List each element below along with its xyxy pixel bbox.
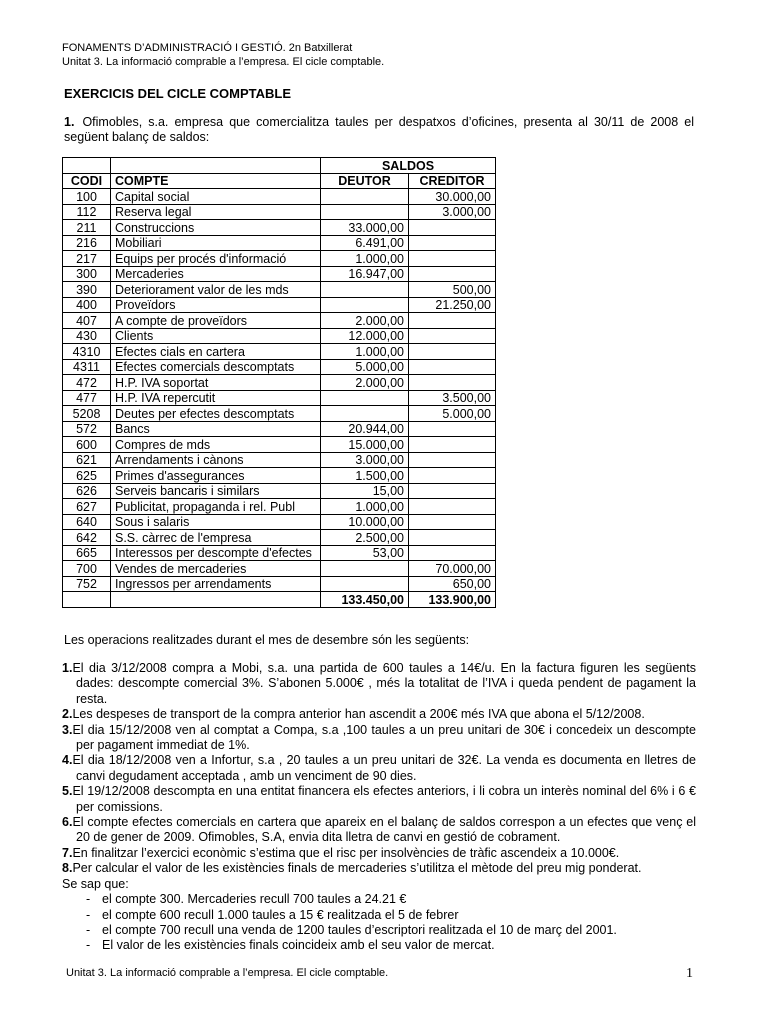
cell-creditor: 500,00	[409, 282, 496, 298]
cell-compte: Serveis bancaris i similars	[111, 483, 321, 499]
cell-creditor: 70.000,00	[409, 561, 496, 577]
table-row	[63, 313, 496, 329]
cell-compte: Proveïdors	[111, 297, 321, 313]
cell-deutor	[321, 390, 409, 406]
cell-compte: Capital social	[111, 189, 321, 205]
cell-compte: H.P. IVA repercutit	[111, 390, 321, 406]
cell-deutor	[321, 576, 409, 592]
cell-compte: Reserva legal	[111, 204, 321, 220]
cell-codi: 627	[63, 499, 111, 515]
cell-deutor: 10.000,00	[321, 514, 409, 530]
cell-creditor	[409, 499, 496, 515]
table-row	[63, 251, 496, 267]
cell-creditor	[409, 514, 496, 530]
cell-codi: 625	[63, 468, 111, 484]
cell-compte: Ingressos per arrendaments	[111, 576, 321, 592]
cell-codi: 700	[63, 561, 111, 577]
cell-creditor	[409, 545, 496, 561]
table-row	[63, 561, 496, 577]
operations-list	[62, 661, 696, 954]
table-row	[63, 437, 496, 453]
cell-creditor	[409, 235, 496, 251]
cell-creditor	[409, 437, 496, 453]
cell-codi: 665	[63, 545, 111, 561]
cell-deutor	[321, 561, 409, 577]
cell-codi: 407	[63, 313, 111, 329]
cell-deutor: 2.000,00	[321, 313, 409, 329]
cell-creditor	[409, 359, 496, 375]
table-row	[63, 530, 496, 546]
operation-text: El dia 3/12/2008 compra a Mobi, s.a. una partida de 600 taules a 14€/u. En la factura figuren les següents dades: descompte comercial 3%. S’abonen 5.000€ , més la totalitat de l’IVA i queda pendent de pagament la resta.	[72, 661, 696, 706]
cell-creditor: 21.250,00	[409, 297, 496, 313]
operation-number: 6.	[62, 815, 73, 830]
operation-number: 7.	[62, 845, 73, 860]
se-sap-label: Se sap que:	[62, 876, 129, 891]
exercise-text: Ofimobles, s.a. empresa que comercialitza taules per despatxos d’oficines, presenta al 30/11 de 2008 el següent balanç de saldos:	[64, 115, 694, 144]
cell-deutor: 12.000,00	[321, 328, 409, 344]
exercise-number: 1.	[64, 115, 75, 129]
cell-creditor	[409, 328, 496, 344]
cell-codi: 477	[63, 390, 111, 406]
cell-compte: Deutes per efectes descomptats	[111, 406, 321, 422]
cell-codi: 472	[63, 375, 111, 391]
operation-text: El dia 18/12/2008 ven a Infortur, s.a , 20 taules a un preu unitari de 32€. La venda es documenta en lletres de canvi degudament acceptada , amb un venciment de 90 dies.	[72, 753, 696, 783]
bullet-dash-icon: -	[86, 892, 91, 907]
cell-creditor	[409, 220, 496, 236]
operation-item	[62, 753, 696, 784]
cell-codi: 626	[63, 483, 111, 499]
operation-text: El dia 15/12/2008 ven al comptat a Compa, s.a ,100 taules a un preu unitari de 30€ i concedeix un descompte per pagament immediat de 1%.	[72, 722, 696, 753]
cell-creditor: 3.500,00	[409, 390, 496, 406]
cell-compte: Publicitat, propaganda i rel. Publ	[111, 499, 321, 515]
cell-creditor	[409, 266, 496, 282]
table-row	[63, 297, 496, 313]
table-row	[63, 344, 496, 360]
bullet-item	[62, 923, 696, 938]
operation-number: 2.	[62, 707, 73, 722]
bullet-text: el compte 700 recull una venda de 1200 taules d’escriptori realitzada el 10 de març del 2001.	[102, 922, 617, 937]
operation-item	[62, 723, 696, 754]
cell-codi: 217	[63, 251, 111, 267]
cell-codi: 621	[63, 452, 111, 468]
cell-codi: 752	[63, 576, 111, 592]
cell-compte: Efectes cials en cartera	[111, 344, 321, 360]
table-row	[63, 421, 496, 437]
table-row	[63, 452, 496, 468]
col-deutor-header: DEUTOR	[321, 173, 409, 189]
cell-creditor: 30.000,00	[409, 189, 496, 205]
cell-codi: 4310	[63, 344, 111, 360]
table-row	[63, 375, 496, 391]
table-row	[63, 189, 496, 205]
cell-deutor: 1.000,00	[321, 499, 409, 515]
operation-text: Les despeses de transport de la compra anterior han ascendit a 200€ més IVA que abona el 5/12/2008.	[72, 707, 645, 722]
operation-item	[62, 815, 696, 846]
cell-creditor	[409, 344, 496, 360]
cell-deutor: 5.000,00	[321, 359, 409, 375]
table-row	[63, 220, 496, 236]
cell-compte: Sous i salaris	[111, 514, 321, 530]
table-row	[63, 266, 496, 282]
cell-deutor: 33.000,00	[321, 220, 409, 236]
cell-deutor	[321, 297, 409, 313]
table-row	[63, 545, 496, 561]
cell-compte: Vendes de mercaderies	[111, 561, 321, 577]
balance-table	[62, 157, 496, 608]
table-row	[63, 328, 496, 344]
header-line-2: Unitat 3. La informació comprable a l’empresa. El cicle comptable.	[62, 56, 385, 68]
cell-compte: Clients	[111, 328, 321, 344]
cell-compte: Primes d'assegurances	[111, 468, 321, 484]
cell-compte: Efectes comercials descomptats	[111, 359, 321, 375]
cell-creditor: 650,00	[409, 576, 496, 592]
table-header-row	[63, 173, 496, 189]
cell-codi: 100	[63, 189, 111, 205]
header-line-1: FONAMENTS D’ADMINISTRACIÓ I GESTIÓ. 2n Batxillerat	[62, 42, 353, 54]
total-creditor: 133.900,00	[409, 592, 496, 608]
cell-codi: 642	[63, 530, 111, 546]
cell-compte: Mobiliari	[111, 235, 321, 251]
cell-deutor: 2.000,00	[321, 375, 409, 391]
cell-deutor	[321, 406, 409, 422]
document-title: EXERCICIS DEL CICLE COMPTABLE	[64, 86, 292, 101]
table-row	[63, 468, 496, 484]
operation-text: En finalitzar l’exercici econòmic s’estima que el risc per insolvències de tràfic ascendeix a 10.000€.	[72, 845, 620, 860]
exercise-intro	[64, 115, 694, 145]
table-row	[63, 359, 496, 375]
saldos-header: SALDOS	[321, 158, 496, 174]
col-compte-header: COMPTE	[111, 173, 321, 189]
table-row	[63, 406, 496, 422]
cell-codi: 216	[63, 235, 111, 251]
table-row	[63, 390, 496, 406]
bullet-item	[62, 938, 696, 953]
operation-text: El 19/12/2008 descompta en una entitat financera els efectes anteriors, i li cobra un interès nominal del 6% i 6 € per comissions.	[72, 784, 696, 814]
operation-number: 4.	[62, 753, 73, 768]
cell-codi: 390	[63, 282, 111, 298]
table-row	[63, 282, 496, 298]
cell-compte: Interessos per descompte d'efectes	[111, 545, 321, 561]
cell-codi: 5208	[63, 406, 111, 422]
operation-number: 5.	[62, 784, 73, 799]
cell-codi: 640	[63, 514, 111, 530]
cell-creditor	[409, 483, 496, 499]
cell-creditor	[409, 468, 496, 484]
cell-compte: Arrendaments i cànons	[111, 452, 321, 468]
cell-codi: 400	[63, 297, 111, 313]
cell-compte: Equips per procés d'informació	[111, 251, 321, 267]
table-row	[63, 514, 496, 530]
table-group-header-row	[63, 158, 496, 174]
cell-codi: 112	[63, 204, 111, 220]
bullet-dash-icon: -	[86, 922, 91, 937]
operation-number: 8.	[62, 861, 73, 876]
cell-deutor	[321, 282, 409, 298]
cell-deutor: 6.491,00	[321, 235, 409, 251]
cell-compte: S.S. càrrec de l'empresa	[111, 530, 321, 546]
cell-deutor	[321, 189, 409, 205]
col-codi-header: CODI	[63, 173, 111, 189]
cell-compte: A compte de proveïdors	[111, 313, 321, 329]
operation-item	[62, 784, 696, 815]
table-row	[63, 576, 496, 592]
cell-codi: 572	[63, 421, 111, 437]
page-number: 1	[686, 966, 693, 981]
cell-deutor: 3.000,00	[321, 452, 409, 468]
bullet-dash-icon: -	[86, 907, 91, 922]
cell-compte: H.P. IVA soportat	[111, 375, 321, 391]
operation-item	[62, 661, 696, 707]
cell-creditor: 3.000,00	[409, 204, 496, 220]
bullet-text: el compte 300. Mercaderies recull 700 taules a 24.21 €	[102, 892, 407, 907]
col-creditor-header: CREDITOR	[409, 173, 496, 189]
cell-compte: Compres de mds	[111, 437, 321, 453]
cell-codi: 211	[63, 220, 111, 236]
cell-deutor: 15,00	[321, 483, 409, 499]
page-footer: Unitat 3. La informació comprable a l’empresa. El cicle comptable.	[66, 967, 389, 979]
operation-item	[62, 707, 696, 722]
table-row	[63, 499, 496, 515]
cell-codi: 4311	[63, 359, 111, 375]
bullet-text: el compte 600 recull 1.000 taules a 15 € realitzada el 5 de febrer	[102, 907, 459, 922]
operation-item	[62, 846, 696, 861]
cell-deutor: 2.500,00	[321, 530, 409, 546]
cell-compte: Construccions	[111, 220, 321, 236]
cell-compte: Deteriorament valor de les mds	[111, 282, 321, 298]
operation-number: 1.	[62, 661, 73, 675]
operations-intro: Les operacions realitzades durant el mes de desembre són les següents:	[64, 633, 470, 647]
page-header	[62, 41, 384, 69]
cell-creditor	[409, 251, 496, 267]
bullet-dash-icon: -	[86, 938, 91, 953]
total-deutor: 133.450,00	[321, 592, 409, 608]
cell-creditor: 5.000,00	[409, 406, 496, 422]
cell-deutor: 1.000,00	[321, 344, 409, 360]
cell-codi: 430	[63, 328, 111, 344]
bullet-item	[62, 892, 696, 907]
cell-deutor: 1.500,00	[321, 468, 409, 484]
cell-creditor	[409, 530, 496, 546]
cell-creditor	[409, 375, 496, 391]
operation-text: El compte efectes comercials en cartera que apareix en el balanç de saldos correspon a un efectes que venç el 20 de gener de 2009. Ofimobles, S.A, envia dita lletra de canvi en gestió de cobrament.	[72, 815, 696, 845]
table-row	[63, 204, 496, 220]
cell-creditor	[409, 421, 496, 437]
cell-creditor	[409, 313, 496, 329]
cell-compte: Bancs	[111, 421, 321, 437]
operation-number: 3.	[62, 722, 73, 737]
cell-compte: Mercaderies	[111, 266, 321, 282]
bullet-item	[62, 908, 696, 923]
cell-deutor	[321, 204, 409, 220]
cell-deutor: 20.944,00	[321, 421, 409, 437]
operation-text: Per calcular el valor de les existències finals de mercaderies s’utilitza el mètode del preu mig ponderat.	[72, 861, 642, 876]
cell-deutor: 53,00	[321, 545, 409, 561]
table-row	[63, 235, 496, 251]
cell-codi: 600	[63, 437, 111, 453]
cell-deutor: 15.000,00	[321, 437, 409, 453]
bullet-text: El valor de les existències finals coincideix amb el seu valor de mercat.	[102, 938, 495, 953]
table-total-row	[63, 592, 496, 608]
table-row	[63, 483, 496, 499]
operation-item	[62, 861, 696, 876]
cell-creditor	[409, 452, 496, 468]
cell-deutor: 1.000,00	[321, 251, 409, 267]
cell-deutor: 16.947,00	[321, 266, 409, 282]
cell-codi: 300	[63, 266, 111, 282]
